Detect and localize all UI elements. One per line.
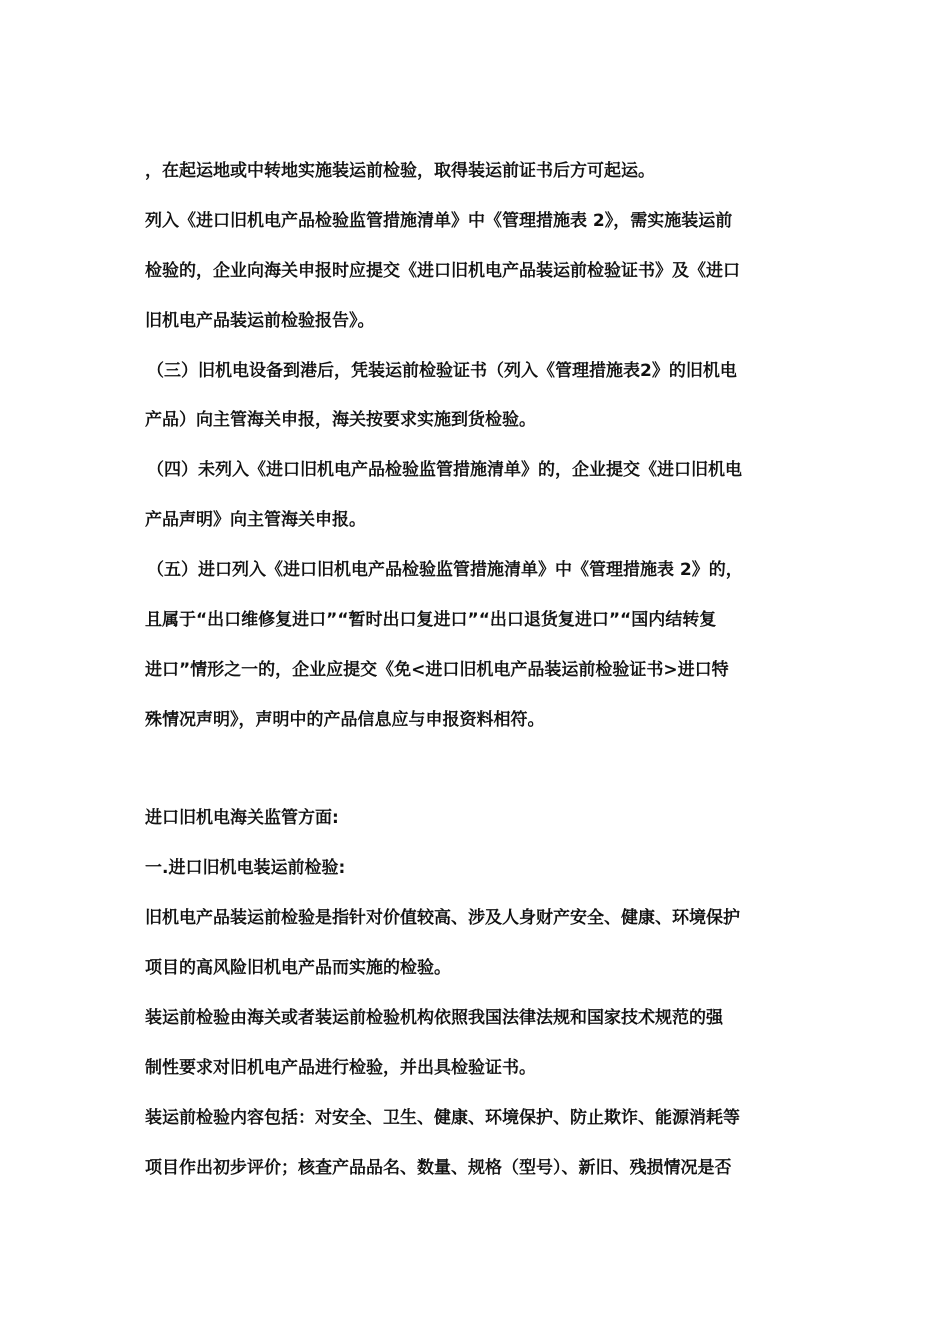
- text-line: 检验的，企业向海关申报时应提交《进口旧机电产品装运前检验证书》及《进口: [145, 261, 740, 281]
- text-line: 列入《进口旧机电产品检验监管措施清单》中《管理措施表 2》，需实施装运前: [145, 211, 733, 231]
- text-line: 殊情况声明》，声明中的产品信息应与申报资料相符。: [145, 710, 545, 730]
- text-line: 产品声明》向主管海关申报。: [145, 510, 366, 530]
- text-line: （五）进口列入《进口旧机电产品检验监管措施清单》中《管理措施表 2》的，: [147, 560, 743, 580]
- section-heading: 进口旧机电海关监管方面:: [145, 808, 339, 828]
- text-line: ，在起运地或中转地实施装运前检验，取得装运前证书后方可起运。: [145, 161, 655, 181]
- text-line: 进口”情形之一的，企业应提交《免<进口旧机电产品装运前检验证书>进口特: [145, 660, 729, 680]
- text-line: 装运前检验由海关或者装运前检验机构依照我国法律法规和国家技术规范的强: [145, 1008, 723, 1028]
- text-line: 装运前检验内容包括：对安全、卫生、健康、环境保护、防止欺诈、能源消耗等: [145, 1108, 740, 1128]
- text-line: 旧机电产品装运前检验报告》。: [145, 311, 375, 331]
- text-line: 且属于“出口维修复进口”“暂时出口复进口”“出口退货复进口”“国内结转复: [145, 610, 717, 630]
- subsection-heading: 一.进口旧机电装运前检验:: [145, 858, 346, 878]
- text-line: （三）旧机电设备到港后，凭装运前检验证书（列入《管理措施表2》的旧机电: [147, 361, 737, 381]
- text-line: 产品）向主管海关申报，海关按要求实施到货检验。: [145, 410, 536, 430]
- text-line: 项目作出初步评价；核查产品品名、数量、规格（型号）、新旧、残损情况是否: [145, 1158, 732, 1178]
- text-line: 制性要求对旧机电产品进行检验，并出具检验证书。: [145, 1058, 536, 1078]
- text-line: 旧机电产品装运前检验是指针对价值较高、涉及人身财产安全、健康、环境保护: [145, 908, 740, 928]
- text-line: （四）未列入《进口旧机电产品检验监管措施清单》的，企业提交《进口旧机电: [147, 460, 742, 480]
- text-line: 项目的高风险旧机电产品而实施的检验。: [145, 958, 451, 978]
